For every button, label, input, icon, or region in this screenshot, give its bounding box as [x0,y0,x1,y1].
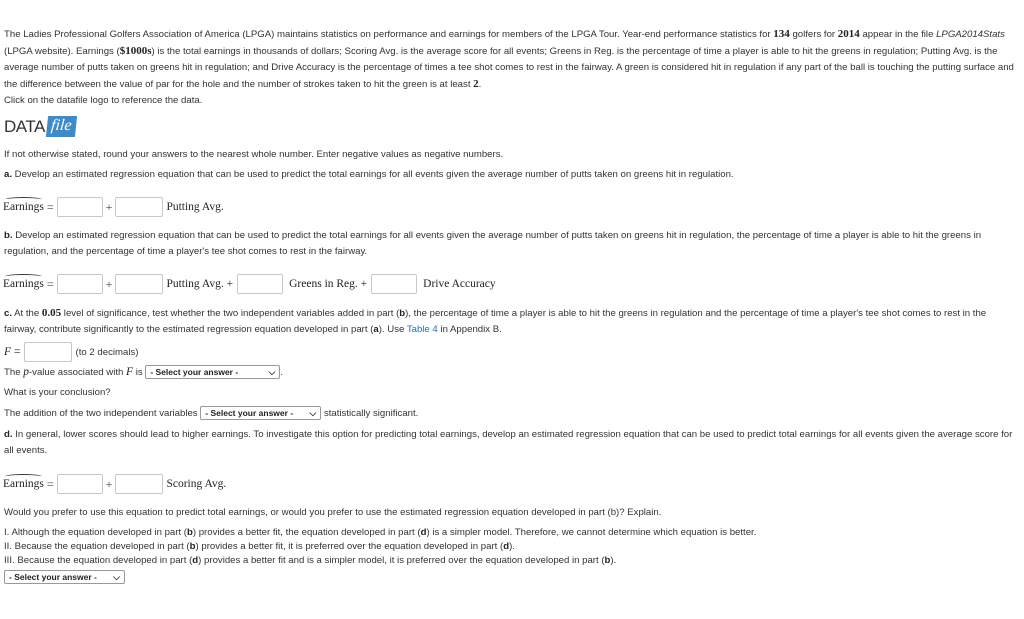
part-d-equation [3,472,226,496]
earnings-hat-label: Earnings [3,278,44,290]
plus-sign: + [105,199,113,214]
part-b-prompt: b. Develop an estimated regression equation that can be used to predict the total earnings for all events given the average number of putts taken on greens hit in regulation, the percentage of time a player is able to hit the greens in regulation, and the percentage of time a player's tee shot comes to rest in the fairway. [4,230,982,257]
option-2: II. Because the equation developed in part (b) provides a better fit, it is preferred over the equation developed in part (d). [4,541,515,552]
rounding-note: If not otherwise stated, round your answers to the nearest whole number. Enter negative values as negative numbers. [4,149,504,160]
part-b-drive-coef-input[interactable] [371,274,417,294]
f-decimals-note: (to 2 decimals) [75,346,139,358]
equals-sign: = [14,346,21,358]
table-4-link[interactable]: Table 4 [406,324,438,335]
part-b-greens-coef-input[interactable] [237,274,283,294]
chevron-down-icon: ⌵ [268,367,276,378]
answer-options [4,526,1018,568]
chevron-down-icon: ⌵ [309,408,317,419]
var-putting-avg: Putting Avg. + [166,278,234,290]
datafile-note: Click on the datafile logo to reference the data. [4,95,203,106]
var-putting-avg: Putting Avg. [166,201,224,213]
part-b-intercept-input[interactable] [57,274,103,294]
intro-paragraph: The Ladies Professional Golfers Association of America (LPGA) maintains statistics on performance and earnings for members of the LPGA Tour. Year-end performance statistics for 134 golfers for 2014 appear in the file LPGA2014Stats (LPGA website). Earnings ($1000s) is the total earnings in thousands of dollars; Scoring Avg. is the average score for all events; Greens in Reg. is the percentage of time a player is able to hit the greens in regulation; Putting Avg. is the average number of putts taken on greens hit in regulation; and Drive Accuracy is the percentage of times a tee shot comes to rest in the fairway. A green is considered hit in regulation if any part of the ball is touching the putting surface and the difference between the value of par for the hole and the number of strokes taken to hit the green is at least 2. [4,28,1014,90]
equals-sign: = [46,199,54,214]
option-3: III. Because the equation developed in part (d) provides a better fit and is a simpler model, it is preferred over the equation developed in part (b). [4,555,617,566]
pvalue-row: The p-value associated with F is - Select your answer - ⌵ . [4,364,1018,381]
f-stat-input[interactable] [24,342,72,362]
part-a-intercept-input[interactable] [57,197,103,217]
part-d-question: Would you prefer to use this equation to predict total earnings, or would you prefer to use the estimated regression equation developed in part (b)? Explain. [4,507,662,518]
part-d-scoring-coef-input[interactable] [115,474,163,494]
answer-select-row [4,570,125,584]
plus-sign: + [105,476,113,491]
f-stat-row [4,342,138,362]
equals-sign: = [46,276,54,291]
part-d-prompt: d. In general, lower scores should lead to higher earnings. To investigate this option for predicting total earnings, develop an estimated regression equation that can be used to predict total earnings for all events given the average score for all events. [4,429,1013,456]
answer-select[interactable]: - Select your answer - ⌵ [4,570,125,584]
plus-sign: + [105,276,113,291]
logo-data-text: DATA [4,117,45,136]
part-d-intercept-input[interactable] [57,474,103,494]
addition-row: The addition of the two independent variables - Select your answer - ⌵ statistically significant. [4,406,1018,422]
logo-file-text: file [46,116,78,137]
pvalue-select[interactable]: - Select your answer - ⌵ [145,365,280,379]
earnings-hat-label: Earnings [3,201,44,213]
part-c-prompt: c. At the 0.05 level of significance, test whether the two independent variables added in part (b), the percentage of time a player is able to hit the greens in regulation and the percentage of time a player's tee shot comes to rest in the fairway, contribute significantly to the estimated regression equation developed in part (a). Use Table 4 in Appendix B. [4,307,987,335]
part-b-equation [3,272,496,296]
part-a-putting-coef-input[interactable] [115,197,163,217]
earnings-hat-label: Earnings [3,478,44,490]
chevron-down-icon: ⌵ [113,571,120,582]
conclusion-question: What is your conclusion? [4,387,111,398]
significance-select[interactable]: - Select your answer - ⌵ [200,406,321,420]
equals-sign: = [46,476,54,491]
part-a-prompt: a. Develop an estimated regression equation that can be used to predict the total earnings for all events given the average number of putts taken on greens hit in regulation. [4,169,734,180]
var-drive-accuracy: Drive Accuracy [423,278,496,290]
datafile-logo[interactable] [4,116,76,137]
option-1: I. Although the equation developed in part (b) provides a better fit, the equation developed in part (d) is a simpler model. Therefore, we cannot determine which equation is better. [4,527,757,538]
f-label: F [4,346,12,358]
part-a-equation [3,195,224,219]
var-scoring-avg: Scoring Avg. [166,478,227,490]
part-b-putting-coef-input[interactable] [115,274,163,294]
var-greens-in-reg: Greens in Reg. + [289,278,368,290]
